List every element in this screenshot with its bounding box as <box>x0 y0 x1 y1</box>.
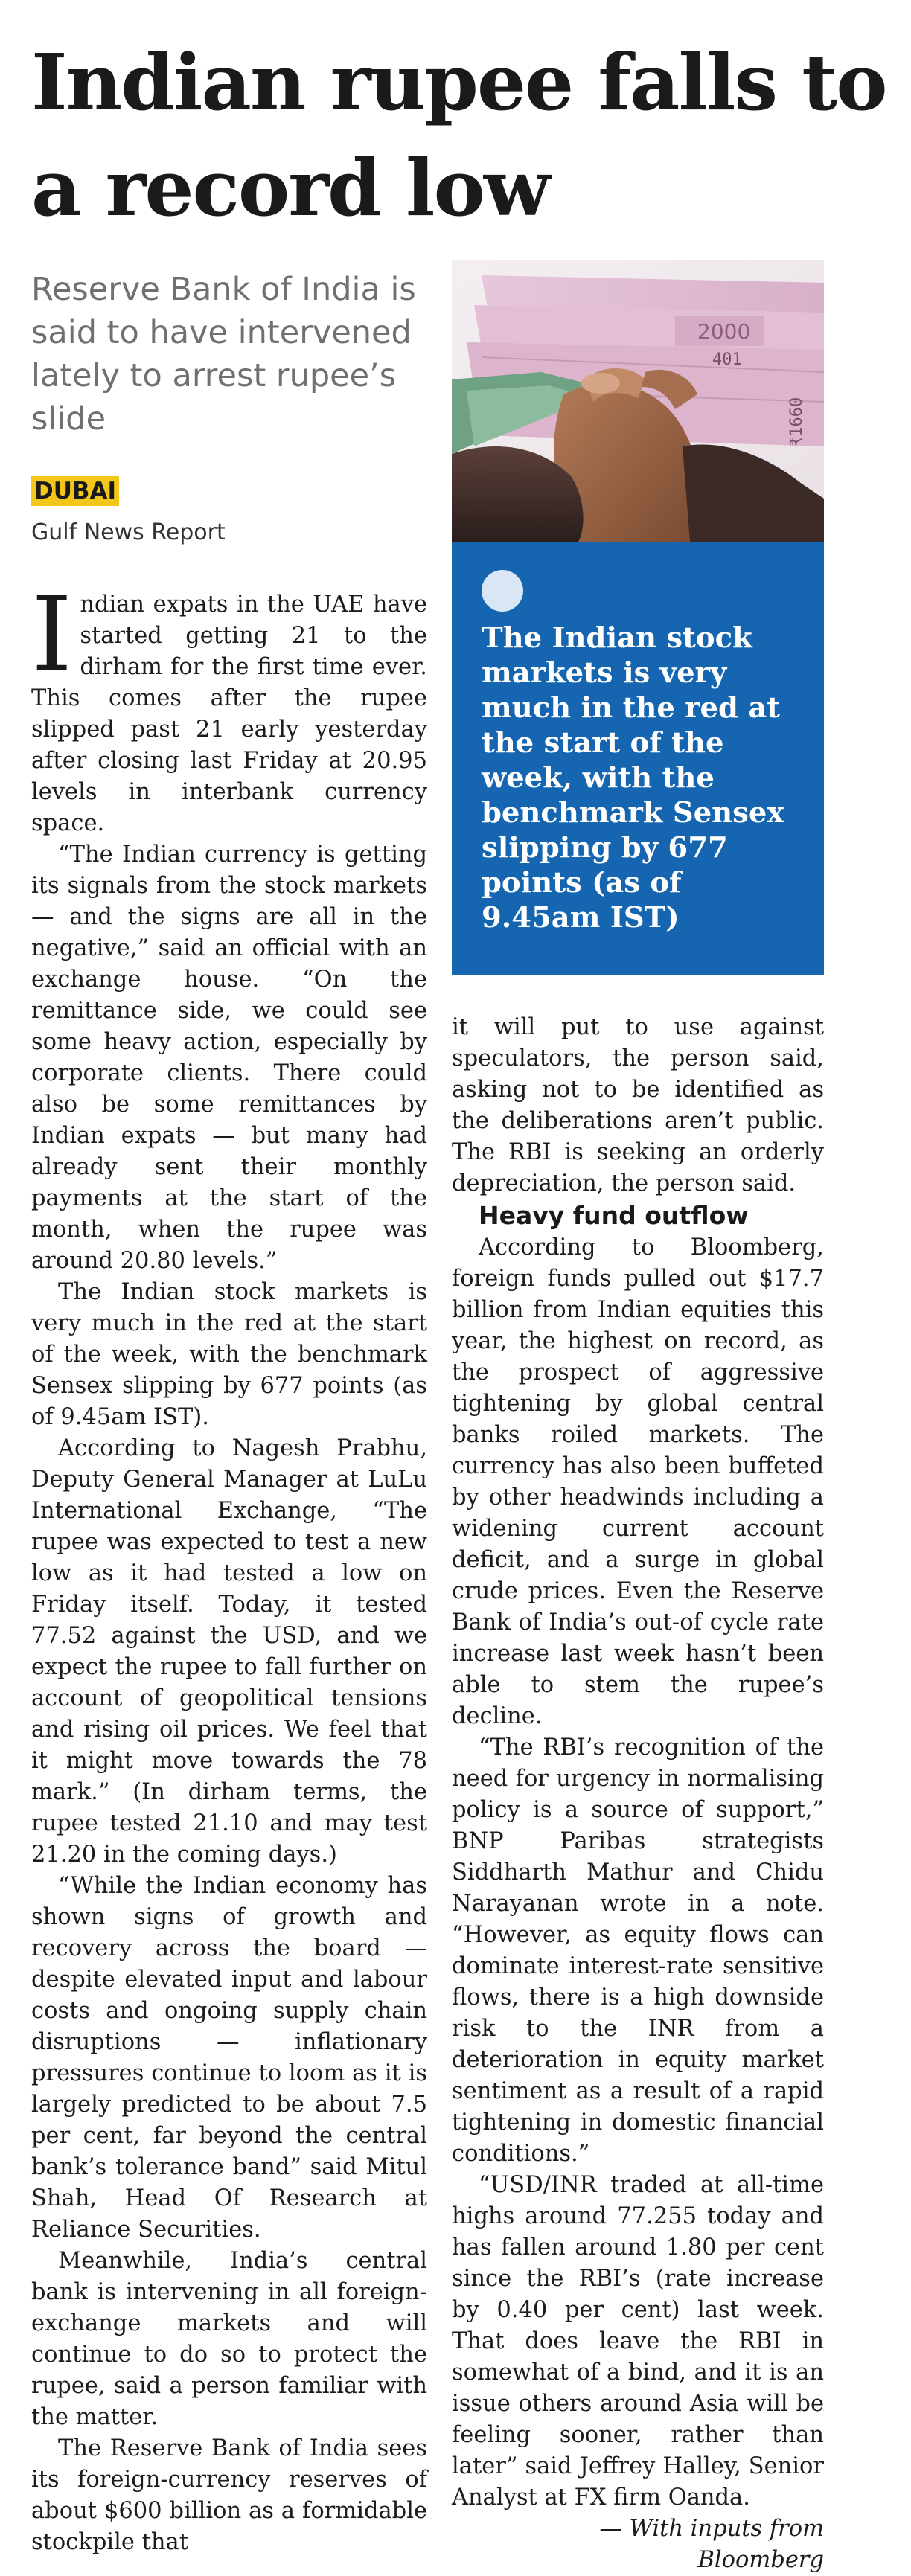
dateline: DUBAI <box>31 476 119 506</box>
standfirst: Reserve Bank of India is said to have intervened lately to arrest rupee’s slide <box>31 271 416 438</box>
body-paragraph: “The Indian currency is getting its signals from the stock markets — and the signs are all in the negative,” said an official with an exchange house. “On the remittance side, we could see some heavy action, especially by corporate clients. There could also be some remittances by Indian expats — but many had already sent their monthly payments at the start of the month, when the rupee was around 20.80 levels.” <box>31 842 427 1274</box>
body-paragraph-text: ndian expats in the UAE have started getting 21 to the dirham for the first time ever. This comes after the rupee slipped past 21 early yesterday after closing last Friday at 20.95 levels in interbank currency space. <box>31 592 427 836</box>
body-paragraph: it will put to use against speculators, the person said, asking not to be identified as the deliberations aren’t public. The RBI is seeking an orderly depreciation, the person said. <box>452 1014 824 1196</box>
source-line: Gulf News Report <box>31 519 226 545</box>
pullquote-text: The Indian stock markets is very much in the red at the start of the week, with the benchmark Sensex slipping by 677 points (as of 9.45am IST) <box>482 621 784 935</box>
drop-cap: I <box>31 574 73 696</box>
body-paragraph <box>31 574 427 839</box>
body-paragraph: The Indian stock markets is very much in the red at the start of the week, with the benchmark Sensex slipping by 677 points (as of 9.45am IST). <box>31 1279 427 1430</box>
rupee-notes-photo <box>452 260 824 542</box>
note-text-2000: 2000 <box>697 319 751 344</box>
banknotes-image <box>452 260 824 542</box>
article-column-right <box>452 1012 824 2576</box>
subhead: Heavy fund outflow <box>479 1201 749 1230</box>
note-text-serial: ₹1660 <box>787 397 806 446</box>
body-paragraph: “While the Indian economy has shown signs of growth and recovery across the board — despite elevated input and labour costs and ongoing supply chain disruptions — inflationary pressures continue to loom as it is largely predicted to be about 7.5 per cent, far beyond the central bank’s tolerance band” said Mitul Shah, Head Of Research at Reliance Securities. <box>31 1873 427 2243</box>
credit-line: — With inputs from Bloomberg <box>599 2516 824 2573</box>
body-paragraph: “USD/INR traded at all-time highs around 77.255 today and has fallen around 1.80 per cent since the RBI’s (rate increase by 0.40 per cent) last week. That does leave the RBI in somewhat of a bind, and it is an issue others around Asia will be feeling sooner, rather than later” said Jeffrey Halley, Senior Analyst at FX firm Oanda. <box>452 2172 824 2511</box>
article-column-left <box>31 574 427 2558</box>
pullquote-dot-icon <box>482 570 523 612</box>
body-paragraph: The Reserve Bank of India sees its foreign-currency reserves of about $600 billion as a formidable stockpile that <box>31 2435 427 2555</box>
note-text-401: 401 <box>712 350 742 369</box>
body-paragraph: Meanwhile, India’s central bank is intervening in all foreign-exchange markets and will continue to do so to protect the rupee, said a person familiar with the matter. <box>31 2248 427 2430</box>
pullquote-box <box>452 542 824 975</box>
body-paragraph: “The RBI’s recognition of the need for urgency in normalising policy is a source of support,” BNP Paribas strategists Siddharth Mathur and Chidu Narayanan wrote in a note. “However, as equity flows can dominate interest-rate sensitive flows, there is a high downside risk to the INR from a deterioration in equity market sentiment as a result of a rapid tightening in domestic financial conditions.” <box>452 1734 824 2167</box>
body-paragraph: According to Bloomberg, foreign funds pulled out $17.7 billion from Indian equities this year, the highest on record, as the prospect of aggressive tightening by global central banks roiled markets. The currency has also been buffeted by other headwinds including a widening current account deficit, and a surge in global crude prices. Even the Reserve Bank of India’s out-of cycle rate increase last week hasn’t been able to stem the rupee’s decline. <box>452 1234 824 1729</box>
headline: Indian rupee falls to a record low <box>31 36 886 234</box>
body-paragraph: According to Nagesh Prabhu, Deputy General Manager at LuLu International Exchange, “The rupee was expected to test a new low as it had tested a low on Friday itself. Today, it tested 77.52 against the USD, and we expect the rupee to fall further on account of geopolitical tensions and rising oil prices. We feel that it might move towards the 78 mark.” (In dirham terms, the rupee tested 21.10 and may test 21.20 in the coming days.) <box>31 1435 427 1868</box>
